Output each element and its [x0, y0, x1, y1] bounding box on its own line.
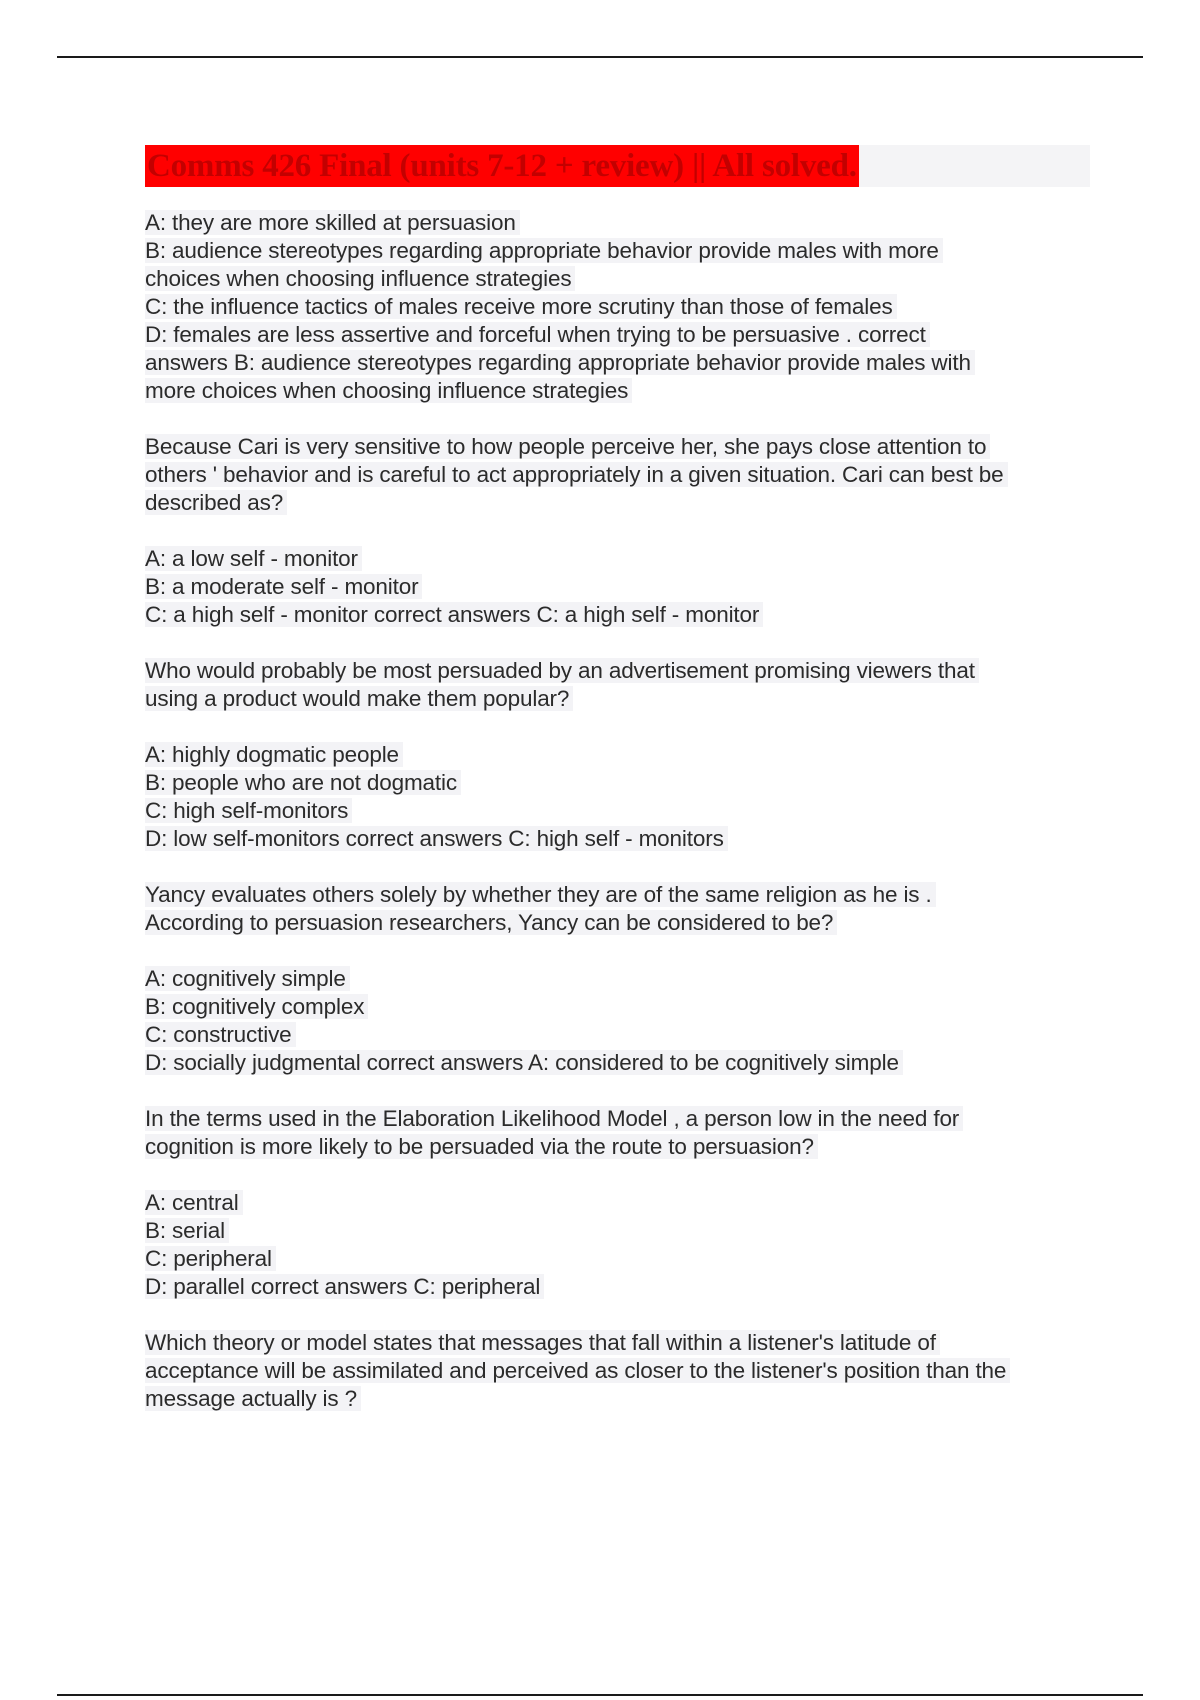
text-line	[145, 1245, 1090, 1273]
text-block	[145, 881, 1090, 937]
text-line	[145, 825, 1090, 853]
text-line	[145, 1357, 1090, 1385]
text-line	[145, 1273, 1090, 1301]
text-block	[145, 545, 1090, 629]
text-line	[145, 1385, 1090, 1413]
text-line-content: B: audience stereotypes regarding appropriate behavior provide males with more	[145, 238, 943, 263]
text-line	[145, 1133, 1090, 1161]
text-line-content: acceptance will be assimilated and perceived as closer to the listener's position than the	[145, 1358, 1010, 1383]
text-block	[145, 741, 1090, 853]
text-block	[145, 657, 1090, 713]
text-line-content: D: females are less assertive and forceful when trying to be persuasive . correct	[145, 322, 930, 347]
text-line-content: Which theory or model states that messages that fall within a listener's latitude of	[145, 1330, 940, 1355]
text-line	[145, 797, 1090, 825]
text-line-content: A: a low self - monitor	[145, 546, 362, 571]
text-block	[145, 433, 1090, 517]
text-line	[145, 993, 1090, 1021]
text-line-content: D: low self-monitors correct answers C: high self - monitors	[145, 826, 728, 851]
text-block	[145, 1329, 1090, 1413]
text-line	[145, 741, 1090, 769]
text-line	[145, 377, 1090, 405]
bottom-rule	[57, 1694, 1143, 1696]
text-line-content: B: cognitively complex	[145, 994, 368, 1019]
text-line-content: A: highly dogmatic people	[145, 742, 403, 767]
text-line	[145, 433, 1090, 461]
text-line-content: message actually is ?	[145, 1386, 361, 1411]
text-line-content: described as?	[145, 490, 287, 515]
text-line	[145, 601, 1090, 629]
text-line	[145, 1217, 1090, 1245]
document-body	[145, 145, 1090, 1441]
text-line-content: choices when choosing influence strategies	[145, 266, 575, 291]
text-line-content: cognition is more likely to be persuaded via the route to persuasion?	[145, 1134, 818, 1159]
text-line-content: more choices when choosing influence strategies	[145, 378, 632, 403]
text-line	[145, 1049, 1090, 1077]
text-line	[145, 1105, 1090, 1133]
text-line-content: C: high self-monitors	[145, 798, 352, 823]
text-line	[145, 769, 1090, 797]
text-line-content: C: the influence tactics of males receive more scrutiny than those of females	[145, 294, 897, 319]
text-line-content: In the terms used in the Elaboration Likelihood Model , a person low in the need for	[145, 1106, 963, 1131]
text-line-content: C: a high self - monitor correct answers C: a high self - monitor	[145, 602, 763, 627]
text-line-content: Yancy evaluates others solely by whether they are of the same religion as he is .	[145, 882, 936, 907]
text-line-content: others ' behavior and is careful to act appropriately in a given situation. Cari can best be	[145, 462, 1008, 487]
text-line-content: B: a moderate self - monitor	[145, 574, 422, 599]
text-line	[145, 461, 1090, 489]
text-line	[145, 293, 1090, 321]
text-block	[145, 1105, 1090, 1161]
text-line-content: A: central	[145, 1190, 243, 1215]
text-line	[145, 349, 1090, 377]
document-title: Comms 426 Final (units 7-12 + review) || All solved.	[145, 145, 859, 187]
text-line-content: D: socially judgmental correct answers A: considered to be cognitively simple	[145, 1050, 903, 1075]
text-line-content: C: peripheral	[145, 1246, 276, 1271]
text-line	[145, 965, 1090, 993]
text-line-content: A: cognitively simple	[145, 966, 350, 991]
title-band	[145, 145, 1090, 187]
text-line	[145, 489, 1090, 517]
text-block	[145, 1189, 1090, 1301]
text-line-content: A: they are more skilled at persuasion	[145, 210, 520, 235]
text-line	[145, 209, 1090, 237]
text-line-content: D: parallel correct answers C: peripheral	[145, 1274, 544, 1299]
text-line	[145, 685, 1090, 713]
text-line	[145, 881, 1090, 909]
text-line	[145, 573, 1090, 601]
text-line	[145, 657, 1090, 685]
text-line-content: Because Cari is very sensitive to how people perceive her, she pays close attention to	[145, 434, 990, 459]
text-line	[145, 545, 1090, 573]
text-line-content: answers B: audience stereotypes regarding appropriate behavior provide males with	[145, 350, 975, 375]
text-line-content: using a product would make them popular?	[145, 686, 573, 711]
text-line	[145, 1329, 1090, 1357]
top-rule	[57, 56, 1143, 58]
text-line-content: Who would probably be most persuaded by an advertisement promising viewers that	[145, 658, 979, 683]
text-line-content: C: constructive	[145, 1022, 296, 1047]
text-line-content: B: serial	[145, 1218, 229, 1243]
text-line	[145, 1021, 1090, 1049]
text-line	[145, 321, 1090, 349]
text-line	[145, 909, 1090, 937]
text-line-content: B: people who are not dogmatic	[145, 770, 461, 795]
text-line-content: According to persuasion researchers, Yancy can be considered to be?	[145, 910, 837, 935]
text-block	[145, 209, 1090, 405]
text-line	[145, 1189, 1090, 1217]
qa-blocks	[145, 209, 1090, 1413]
text-line	[145, 237, 1090, 265]
text-block	[145, 965, 1090, 1077]
text-line	[145, 265, 1090, 293]
